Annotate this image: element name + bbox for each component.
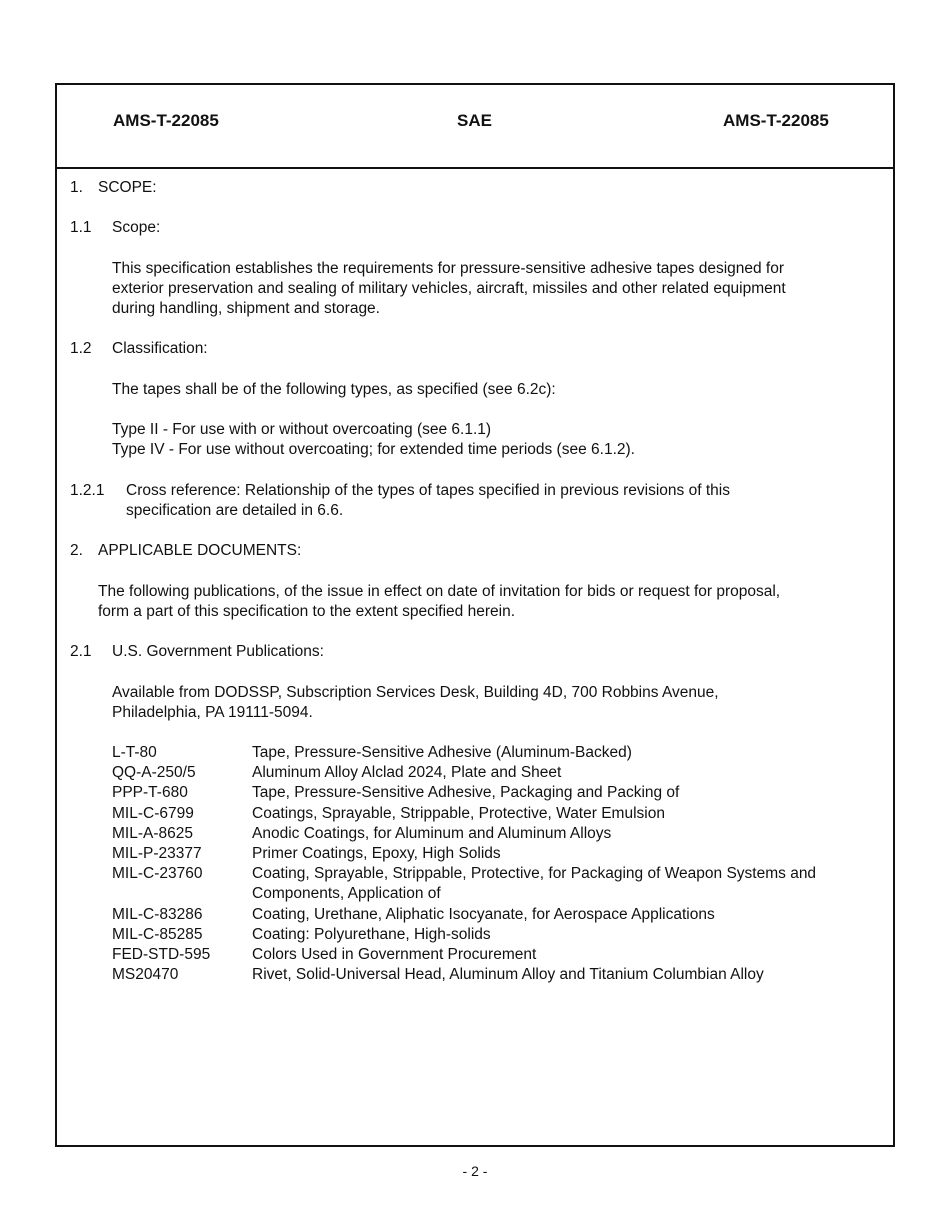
section-2-1-title: U.S. Government Publications: <box>112 643 324 660</box>
section-1-number: 1. <box>70 179 83 196</box>
reference-title: Rivet, Solid-Universal Head, Aluminum Alloy and Titanium Columbian Alloy <box>252 966 764 983</box>
header-doc-number-right: AMS-T-22085 <box>723 111 829 130</box>
reference-code: MS20470 <box>112 966 179 983</box>
classification-paragraph: The tapes shall be of the following types, as specified (see 6.2c): <box>112 381 556 398</box>
reference-title: Coatings, Sprayable, Strippable, Protective, Water Emulsion <box>252 805 665 822</box>
section-2-title: APPLICABLE DOCUMENTS: <box>98 542 302 559</box>
availability-line-1: Available from DODSSP, Subscription Services Desk, Building 4D, 700 Robbins Avenue, <box>112 684 719 701</box>
reference-title: Primer Coatings, Epoxy, High Solids <box>252 845 501 862</box>
cross-reference-line-2: specification are detailed in 6.6. <box>126 502 344 519</box>
scope-paragraph-line-1: This specification establishes the requirements for pressure-sensitive adhesive tapes designed for <box>112 260 785 277</box>
reference-code: QQ-A-250/5 <box>112 764 196 781</box>
reference-title: Coating: Polyurethane, High-solids <box>252 926 491 943</box>
reference-title: Coating, Sprayable, Strippable, Protective, for Packaging of Weapon Systems and Components, Application of <box>252 865 817 903</box>
reference-title: Coating, Urethane, Aliphatic Isocyanate, for Aerospace Applications <box>252 906 715 923</box>
reference-code: MIL-C-23760 <box>112 865 203 882</box>
section-1-2-1-number: 1.2.1 <box>70 482 105 499</box>
section-1-1-title: Scope: <box>112 219 161 236</box>
scope-paragraph-line-2: exterior preservation and sealing of military vehicles, aircraft, missiles and other related equipment <box>112 280 786 297</box>
reference-code: MIL-A-8625 <box>112 825 193 842</box>
reference-code: MIL-P-23377 <box>112 845 202 862</box>
page-number: - 2 - <box>462 1163 488 1179</box>
reference-title: Tape, Pressure-Sensitive Adhesive (Aluminum-Backed) <box>252 744 632 761</box>
availability-line-2: Philadelphia, PA 19111-5094. <box>112 704 313 721</box>
cross-reference-line-1: Cross reference: Relationship of the types of tapes specified in previous revisions of this <box>126 482 730 499</box>
section-1-2-number: 1.2 <box>70 340 92 357</box>
reference-code: MIL-C-83286 <box>112 906 203 923</box>
type-4-definition: Type IV - For use without overcoating; for extended time periods (see 6.1.2). <box>112 441 635 458</box>
section-1-2-title: Classification: <box>112 340 208 357</box>
document-header <box>57 85 893 169</box>
header-org: SAE <box>457 111 492 130</box>
reference-title: Tape, Pressure-Sensitive Adhesive, Packaging and Packing of <box>252 784 680 801</box>
scope-paragraph-line-3: during handling, shipment and storage. <box>112 300 380 317</box>
reference-title: Anodic Coatings, for Aluminum and Aluminum Alloys <box>252 825 612 842</box>
section-1-title: SCOPE: <box>98 179 157 196</box>
section-1-1-number: 1.1 <box>70 219 92 236</box>
reference-code: PPP-T-680 <box>112 784 188 801</box>
reference-title: Colors Used in Government Procurement <box>252 946 537 963</box>
reference-code: FED-STD-595 <box>112 946 211 963</box>
type-2-definition: Type II - For use with or without overcoating (see 6.1.1) <box>112 421 492 438</box>
section-2-number: 2. <box>70 542 83 559</box>
reference-code: MIL-C-6799 <box>112 805 194 822</box>
reference-title: Aluminum Alloy Alclad 2024, Plate and Sheet <box>252 764 562 781</box>
header-doc-number-left: AMS-T-22085 <box>113 111 219 130</box>
applicable-docs-line-1: The following publications, of the issue in effect on date of invitation for bids or request for proposal, <box>98 583 781 600</box>
section-2-1-number: 2.1 <box>70 643 92 660</box>
applicable-docs-line-2: form a part of this specification to the extent specified herein. <box>98 603 516 620</box>
reference-code: L-T-80 <box>112 744 157 761</box>
reference-code: MIL-C-85285 <box>112 926 203 943</box>
